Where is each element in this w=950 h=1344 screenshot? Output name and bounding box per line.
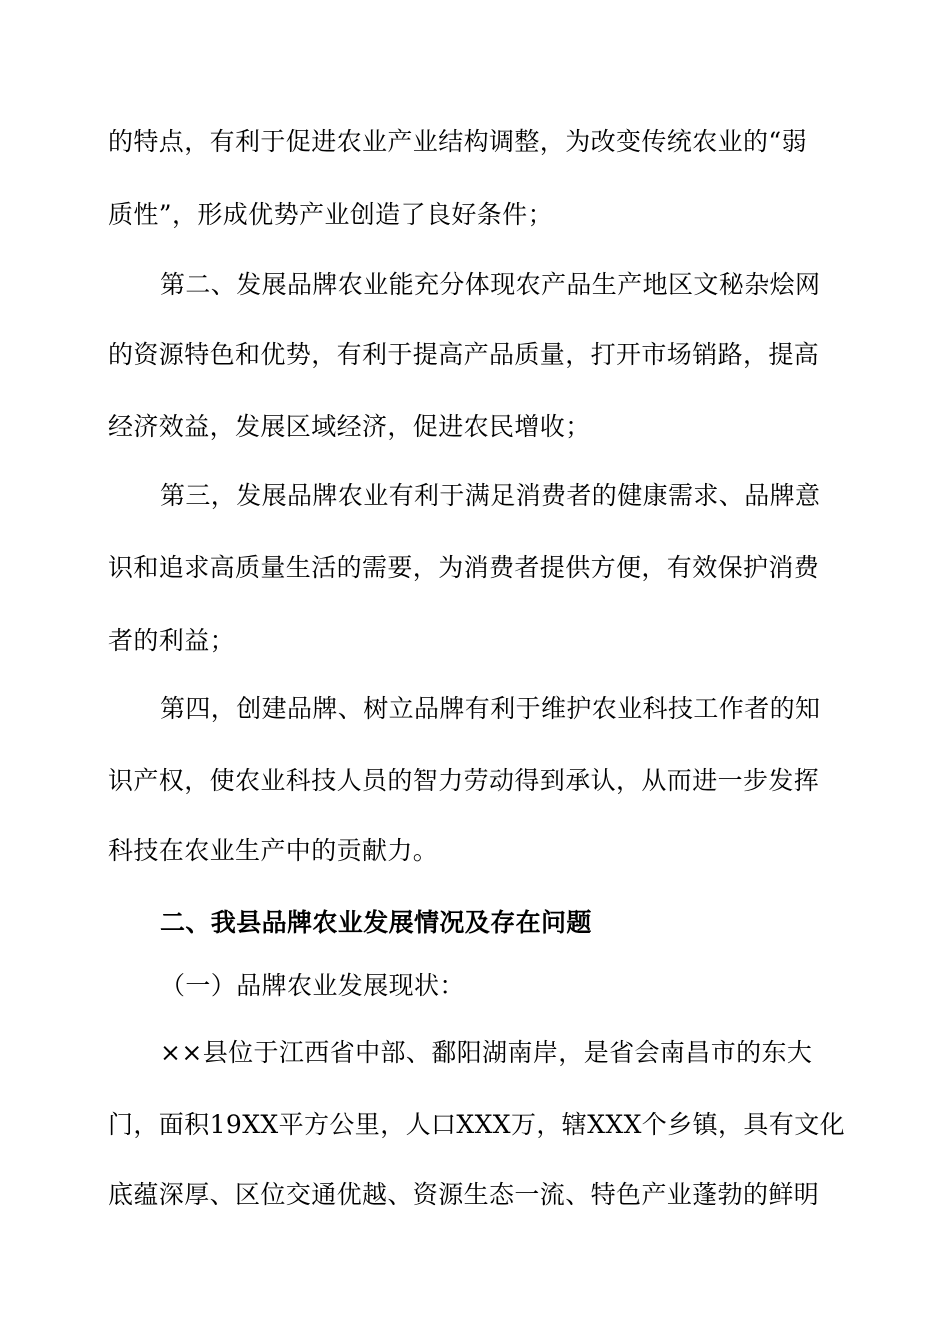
- paragraph-line: 者的利益；: [108, 626, 236, 655]
- paragraph-line: 质性”，形成优势产业创造了良好条件；: [108, 200, 553, 229]
- paragraph-line: 第二、发展品牌农业能充分体现农产品生产地区文秘杂烩网: [160, 270, 821, 299]
- paragraph-line: 识和追求高质量生活的需要，为消费者提供方便，有效保护消费: [108, 553, 820, 582]
- paragraph-line: 门，面积19XX平方公里，人口XXX万，辖XXX个乡镇，具有文化: [108, 1110, 845, 1139]
- paragraph-line: 科技在农业生产中的贡献力。: [108, 836, 439, 865]
- subsection-heading: （一）品牌农业发展现状：: [160, 971, 465, 1000]
- paragraph-line: 的特点，有利于促进农业产业结构调整，为改变传统农业的“弱: [108, 127, 807, 156]
- paragraph-line: 的资源特色和优势，有利于提高产品质量，打开市场销路，提高: [108, 340, 820, 369]
- paragraph-line: 底蕴深厚、区位交通优越、资源生态一流、特色产业蓬勃的鲜明: [108, 1180, 820, 1209]
- paragraph-line: 经济效益，发展区域经济，促进农民增收；: [108, 412, 591, 441]
- paragraph-line: 第三，发展品牌农业有利于满足消费者的健康需求、品牌意: [160, 481, 821, 510]
- paragraph-line: 识产权，使农业科技人员的智力劳动得到承认，从而进一步发挥: [108, 766, 820, 795]
- paragraph-line: 第四，创建品牌、树立品牌有利于维护农业科技工作者的知: [160, 694, 821, 723]
- paragraph-line: ××县位于江西省中部、鄱阳湖南岸，是省会南昌市的东大: [160, 1038, 813, 1067]
- section-heading: 二、我县品牌农业发展情况及存在问题: [160, 908, 592, 937]
